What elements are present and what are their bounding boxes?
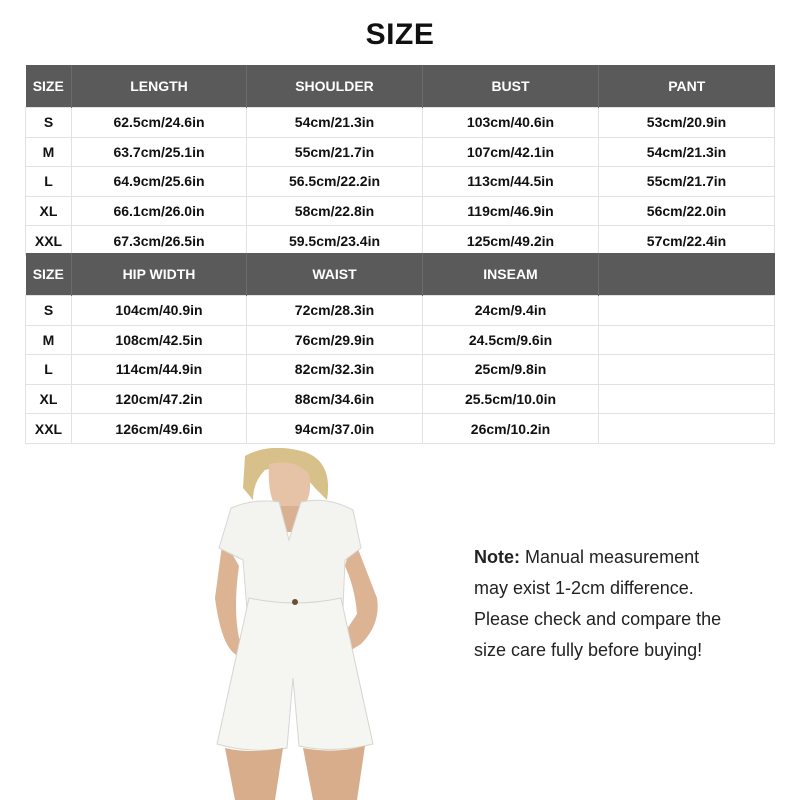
header-cell: BUST — [423, 65, 599, 108]
table-cell: 64.9cm/25.6in — [72, 167, 247, 197]
table-cell: 26cm/10.2in — [423, 414, 599, 444]
model-shorts — [217, 598, 373, 750]
table-cell: 104cm/40.9in — [72, 296, 247, 326]
table-row — [26, 325, 775, 355]
table-cell: 67.3cm/26.5in — [72, 226, 247, 256]
page-title: SIZE — [365, 18, 435, 51]
table-cell: M — [26, 325, 72, 355]
model-photo — [195, 448, 390, 800]
table-cell: XXL — [26, 414, 72, 444]
table-cell: 120cm/47.2in — [72, 384, 247, 414]
table-cell: 82cm/32.3in — [247, 355, 423, 385]
size-table-bottom — [25, 253, 775, 444]
table-cell: 88cm/34.6in — [247, 384, 423, 414]
note-text-1: Manual measurement — [520, 547, 700, 567]
header-cell: WAIST — [247, 253, 423, 296]
table-cell — [599, 355, 775, 385]
table-cell: 24cm/9.4in — [423, 296, 599, 326]
table-cell: 103cm/40.6in — [423, 108, 599, 138]
table-cell: 125cm/49.2in — [423, 226, 599, 256]
header-cell: SHOULDER — [247, 65, 423, 108]
model-left-leg — [225, 748, 283, 800]
table-cell: 66.1cm/26.0in — [72, 196, 247, 226]
model-right-leg — [303, 746, 365, 800]
table-cell: 107cm/42.1in — [423, 137, 599, 167]
table-cell: 54cm/21.3in — [599, 137, 775, 167]
table-cell: 59.5cm/23.4in — [247, 226, 423, 256]
table-cell: 25.5cm/10.0in — [423, 384, 599, 414]
table-cell: 119cm/46.9in — [423, 196, 599, 226]
table-cell: 126cm/49.6in — [72, 414, 247, 444]
table-cell: 63.7cm/25.1in — [72, 137, 247, 167]
table-row — [26, 296, 775, 326]
table-cell: 24.5cm/9.6in — [423, 325, 599, 355]
header-cell: SIZE — [26, 65, 72, 108]
table-cell: L — [26, 355, 72, 385]
table-row — [26, 108, 775, 138]
table-cell: 25cm/9.8in — [423, 355, 599, 385]
table-cell: XL — [26, 384, 72, 414]
table-cell: XL — [26, 196, 72, 226]
note-line-2: may exist 1-2cm difference. — [474, 578, 694, 598]
table-cell: 113cm/44.5in — [423, 167, 599, 197]
header-cell: PANT — [599, 65, 775, 108]
table-cell — [599, 414, 775, 444]
table-cell: S — [26, 108, 72, 138]
table-row — [26, 196, 775, 226]
table-cell: 58cm/22.8in — [247, 196, 423, 226]
header-cell — [599, 253, 775, 296]
table-cell: 114cm/44.9in — [72, 355, 247, 385]
table-row — [26, 167, 775, 197]
size-table-top — [25, 65, 775, 256]
table-row — [26, 355, 775, 385]
table-cell: 56cm/22.0in — [599, 196, 775, 226]
table-header-row — [26, 253, 775, 296]
table-cell: XXL — [26, 226, 72, 256]
table-cell — [599, 296, 775, 326]
table-cell: 94cm/37.0in — [247, 414, 423, 444]
table-cell: 72cm/28.3in — [247, 296, 423, 326]
table-cell: 56.5cm/22.2in — [247, 167, 423, 197]
table-row — [26, 137, 775, 167]
table-header-row — [26, 65, 775, 108]
note-label: Note: — [474, 547, 520, 567]
table-cell: M — [26, 137, 72, 167]
table-cell: L — [26, 167, 72, 197]
header-cell: HIP WIDTH — [72, 253, 247, 296]
table-row — [26, 384, 775, 414]
table-cell: 108cm/42.5in — [72, 325, 247, 355]
table-cell: 55cm/21.7in — [247, 137, 423, 167]
note-line-3: Please check and compare the — [474, 609, 722, 629]
header-cell: SIZE — [26, 253, 72, 296]
table-cell: 53cm/20.9in — [599, 108, 775, 138]
table-cell: 57cm/22.4in — [599, 226, 775, 256]
table-cell: 55cm/21.7in — [599, 167, 775, 197]
table-row — [26, 226, 775, 256]
table-cell: S — [26, 296, 72, 326]
note-line-1 — [474, 542, 774, 573]
table-cell — [599, 325, 775, 355]
table-cell: 62.5cm/24.6in — [72, 108, 247, 138]
model-button — [292, 599, 298, 605]
table-cell — [599, 384, 775, 414]
header-cell: INSEAM — [423, 253, 599, 296]
table-cell: 76cm/29.9in — [247, 325, 423, 355]
table-cell: 54cm/21.3in — [247, 108, 423, 138]
note-line-4: size care fully before buying! — [474, 640, 703, 660]
header-cell: LENGTH — [72, 65, 247, 108]
measurement-note — [474, 542, 774, 666]
table-row — [26, 414, 775, 444]
